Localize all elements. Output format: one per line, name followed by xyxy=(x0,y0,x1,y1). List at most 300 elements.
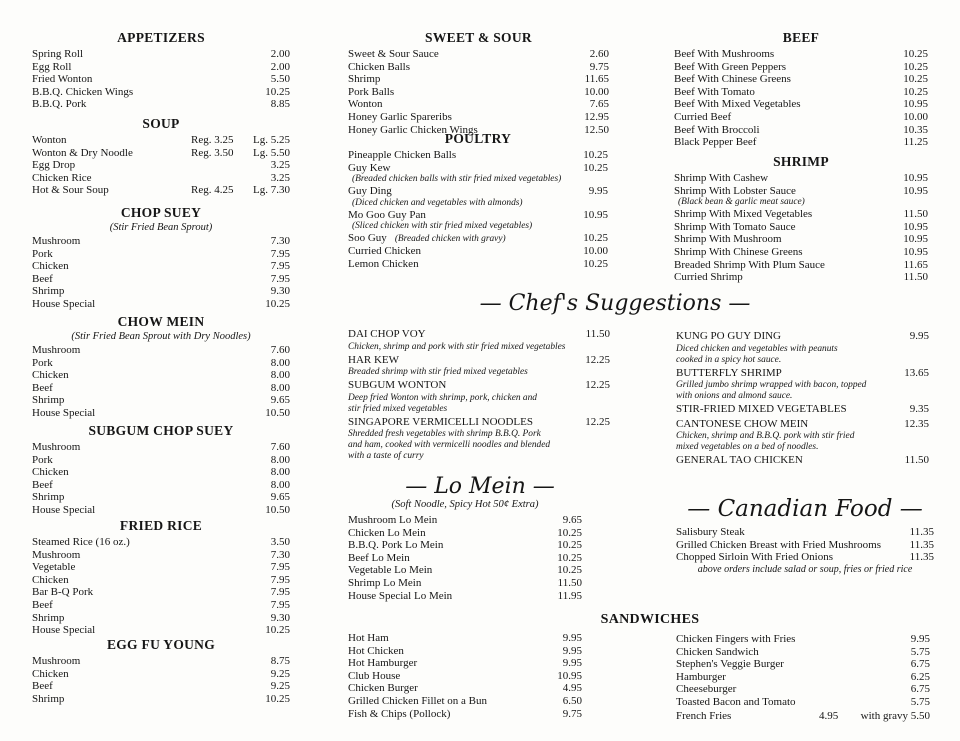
item-regular-price: Reg. 3.25 xyxy=(191,134,234,146)
menu-item-mushroom xyxy=(32,655,290,668)
title-rule-right: — xyxy=(532,474,555,499)
item-name: Hot Ham xyxy=(348,632,389,644)
item-name: SUBGUM WONTON xyxy=(348,379,447,391)
menu-item-guy-kew xyxy=(348,162,608,175)
item-price: 13.65 xyxy=(904,366,929,379)
appetizers-section xyxy=(32,30,290,111)
item-price: 9.95 xyxy=(562,657,582,670)
menu-item-beef-with-green-peppers xyxy=(674,61,928,74)
item-name: Salisbury Steak xyxy=(676,526,745,538)
item-name: Club House xyxy=(348,669,401,682)
menu-item-sweet-sour-sauce xyxy=(348,48,609,61)
item-price: 2.00 xyxy=(270,60,290,73)
item-name: Fried Wonton xyxy=(32,73,93,86)
item-price: 11.35 xyxy=(909,551,934,564)
item-name: Shrimp xyxy=(348,73,381,86)
item-name: House Special xyxy=(32,624,96,637)
menu-item-b-b-q-pork xyxy=(32,98,290,111)
item-price: 10.25 xyxy=(583,149,608,161)
menu-item-wonton xyxy=(348,98,609,111)
item-name: Sweet & Sour Sauce xyxy=(348,48,439,60)
item-name: Beef xyxy=(32,272,53,285)
menu-item-chicken xyxy=(32,260,290,273)
item-name: Pork Balls xyxy=(348,85,395,98)
menu-item-chicken-sandwich xyxy=(676,646,930,659)
item-price: 8.75 xyxy=(270,655,290,667)
chefs-left-list xyxy=(348,328,610,463)
item-description-line: mixed vegetables on a bed of noodles. xyxy=(676,442,819,452)
chef-item-stir-fried-mixed-vegetables xyxy=(676,403,929,417)
item-price: 10.95 xyxy=(903,245,928,258)
menu-item-grilled-chicken-breast-with-fried-mushrooms xyxy=(676,539,934,552)
item-price: 7.30 xyxy=(270,548,290,561)
section-title: SHRIMP xyxy=(773,154,829,169)
item-name: Pork xyxy=(32,247,53,260)
menu-item-fish-chips-pollock xyxy=(348,708,582,721)
item-price: 10.25 xyxy=(265,297,290,310)
lo-mein-title-text: Lo Mein xyxy=(434,474,526,499)
item-price: 12.25 xyxy=(585,353,610,366)
menu-item-chicken-rice xyxy=(32,172,290,185)
section-title: FRIED RICE xyxy=(119,518,203,533)
item-name: Beef With Mixed Vegetables xyxy=(674,98,801,111)
menu-item-shrimp-with-tomato-sauce xyxy=(674,221,928,234)
item-name: CANTONESE CHOW MEIN xyxy=(676,417,809,430)
item-price: 8.00 xyxy=(270,381,290,394)
menu-item-shrimp-with-cashew xyxy=(674,172,928,185)
menu-item-vegetable-lo-mein xyxy=(348,564,582,577)
item-name: Wonton & Dry Noodle xyxy=(32,146,133,159)
item-description-line: Grilled jumbo shrimp wrapped with bacon, topped xyxy=(676,380,867,390)
title-rule-right: — xyxy=(899,496,923,522)
item-price: 3.25 xyxy=(270,159,290,172)
menu-item-hot-ham xyxy=(348,632,582,645)
menu-item-beef xyxy=(32,273,290,286)
item-name: Bar B-Q Pork xyxy=(32,586,94,599)
item-price: 9.65 xyxy=(270,394,290,407)
item-name: French Fries xyxy=(676,709,732,722)
item-price: 9.30 xyxy=(270,611,290,624)
item-name: House Special Lo Mein xyxy=(348,589,453,602)
lo-mein-title xyxy=(385,474,575,499)
item-price: 10.25 xyxy=(265,85,290,98)
item-name: Egg Drop xyxy=(32,159,76,172)
menu-item-house-special xyxy=(32,298,290,311)
item-description-line: stir fried mixed vegetables xyxy=(348,403,448,414)
menu-item-mushroom xyxy=(32,235,290,248)
section-title: CHOW MEIN xyxy=(117,314,205,329)
item-name: Shrimp With Lobster Sauce xyxy=(674,184,796,197)
item-price: 7.95 xyxy=(270,573,290,586)
item-name: Chicken xyxy=(32,466,69,479)
title-rule-left: — xyxy=(479,291,502,316)
sandwiches-left-list xyxy=(348,632,582,720)
menu-item-chopped-sirloin-with-fried-onions xyxy=(676,551,934,564)
item-price: 10.95 xyxy=(903,220,928,233)
menu-item-chicken xyxy=(32,574,290,587)
menu-item-house-special xyxy=(32,624,290,637)
item-name: Pork xyxy=(32,356,53,369)
item-price: 10.95 xyxy=(903,184,928,197)
item-name: Shrimp xyxy=(32,611,65,624)
item-price: 5.75 xyxy=(910,695,930,708)
menu-item-beef-with-broccoli xyxy=(674,124,928,137)
menu-item-house-special-lo-mein xyxy=(348,590,582,603)
item-price: 12.25 xyxy=(585,415,610,428)
menu-item-vegetable xyxy=(32,561,290,574)
title-rule-right: — xyxy=(728,291,751,316)
menu-item-beef-lo-mein xyxy=(348,552,582,565)
item-price: 12.95 xyxy=(584,110,609,123)
item-name: Shrimp With Chinese Greens xyxy=(674,245,803,258)
item-price: 11.35 xyxy=(909,538,934,551)
chef-item-har-kew xyxy=(348,354,610,379)
menu-item-shrimp xyxy=(32,394,290,407)
item-price: 9.95 xyxy=(909,330,929,342)
canadian-note: above orders include salad or soup, fries or fried rice xyxy=(697,563,913,575)
item-price: 6.25 xyxy=(910,670,930,683)
item-name: Shrimp Lo Mein xyxy=(348,576,422,589)
menu-item-egg-drop xyxy=(32,159,290,172)
item-price: 9.25 xyxy=(270,680,290,693)
menu-item-chicken xyxy=(32,466,290,479)
menu-item-beef-with-mushrooms xyxy=(674,48,928,61)
item-description-line: Chicken, shrimp and pork with stir fried mixed vegetables xyxy=(348,341,566,352)
menu-item-lemon-chicken xyxy=(348,258,608,271)
beef-section xyxy=(674,30,928,149)
item-description: (Black bean & garlic meat sauce) xyxy=(678,197,805,208)
item-price: 12.50 xyxy=(584,123,609,136)
item-price: 10.25 xyxy=(265,692,290,705)
chow-mein-section xyxy=(32,314,290,420)
item-price: 9.75 xyxy=(562,707,582,720)
item-price: 9.95 xyxy=(588,185,608,198)
item-price: 9.65 xyxy=(562,514,582,526)
item-price: 10.95 xyxy=(583,208,608,221)
item-price: 9.35 xyxy=(909,403,929,415)
item-price: 7.65 xyxy=(589,98,609,111)
item-name: BUTTERFLY SHRIMP xyxy=(676,366,782,379)
item-name: Guy Kew xyxy=(348,161,391,174)
item-price: 5.50 xyxy=(270,73,290,86)
menu-item-beef-with-tomato xyxy=(674,86,928,99)
item-name: Black Pepper Beef xyxy=(674,136,757,149)
menu-item-toasted-bacon-and-tomato xyxy=(676,696,930,709)
item-name: Wonton xyxy=(348,98,383,111)
item-description-line: Diced chicken and vegetables with peanuts xyxy=(676,343,838,354)
menu-item-beef-with-chinese-greens xyxy=(674,73,928,86)
item-name: DAI CHOP VOY xyxy=(348,328,426,340)
menu-item-cheeseburger xyxy=(676,683,930,696)
menu-item-curried-shrimp xyxy=(674,271,928,284)
section-subtitle: (Stir Fried Bean Sprout) xyxy=(109,222,213,233)
item-name: Shrimp xyxy=(32,394,65,407)
chef-item-subgum-wonton xyxy=(348,379,610,415)
item-price: 10.25 xyxy=(557,564,582,577)
item-name: House Special xyxy=(32,503,96,516)
item-name: Wonton xyxy=(32,134,67,146)
item-name: Vegetable Lo Mein xyxy=(348,564,433,577)
menu-item-shrimp-with-mixed-vegetables xyxy=(674,208,928,221)
item-name: HAR KEW xyxy=(348,353,400,366)
item-name: Spring Roll xyxy=(32,48,84,60)
item-price: 8.00 xyxy=(270,356,290,369)
menu-item-chicken-fingers-with-fries xyxy=(676,633,930,646)
item-name: Hot Hamburger xyxy=(348,657,418,670)
item-name: Shrimp With Tomato Sauce xyxy=(674,220,796,233)
item-name: Beef With Tomato xyxy=(674,85,755,98)
item-price: 9.25 xyxy=(270,667,290,680)
item-price: 2.60 xyxy=(589,48,609,60)
item-price: 9.95 xyxy=(910,633,930,645)
item-price: Lg. 7.30 xyxy=(253,184,290,197)
chefs-title-text: Chef's Suggestions xyxy=(508,291,722,316)
menu-item-b-b-q-chicken-wings xyxy=(32,86,290,99)
item-name: Beef xyxy=(32,381,53,394)
item-name: Chicken Lo Mein xyxy=(348,526,426,539)
item-price: 9.30 xyxy=(270,285,290,298)
title-rule-left: — xyxy=(405,474,428,499)
item-name: Mushroom xyxy=(32,548,81,561)
menu-item-breaded-shrimp-with-plum-sauce xyxy=(674,259,928,272)
item-price: 8.00 xyxy=(270,453,290,466)
section-subtitle: (Stir Fried Bean Sprout with Dry Noodles) xyxy=(71,331,251,342)
item-name: Guy Ding xyxy=(348,185,392,198)
item-name: Shrimp xyxy=(32,692,65,705)
item-name: Vegetable xyxy=(32,561,76,574)
item-description-line: Chicken, shrimp and B.B.Q. pork with stir fried xyxy=(676,431,855,441)
item-name: SINGAPORE VERMICELLI NOODLES xyxy=(348,415,533,428)
item-price: 4.95 xyxy=(819,709,839,722)
menu-item-house-special xyxy=(32,407,290,420)
item-name: Beef With Green Peppers xyxy=(674,60,787,73)
item-price: 7.95 xyxy=(270,260,290,273)
item-price: 8.00 xyxy=(270,369,290,382)
menu-item-shrimp xyxy=(348,73,609,86)
item-price: 12.35 xyxy=(904,417,929,430)
item-price: 10.25 xyxy=(583,232,608,245)
item-description-line: Breaded shrimp with stir fried mixed vegetables xyxy=(348,367,528,377)
item-price: 5.75 xyxy=(910,645,930,658)
title-rule-left: — xyxy=(687,496,711,522)
sandwiches-right-list xyxy=(676,633,930,722)
item-name: Curried Chicken xyxy=(348,244,422,257)
item-name: House Special xyxy=(32,297,96,310)
item-name: House Special xyxy=(32,406,96,419)
menu-item-hot-chicken xyxy=(348,645,582,658)
menu-item-grilled-chicken-fillet-on-a-bun xyxy=(348,695,582,708)
chef-item-kung-po-guy-ding xyxy=(676,330,929,366)
item-price: 11.50 xyxy=(585,328,610,340)
item-name: Steamed Rice (16 oz.) xyxy=(32,536,130,548)
item-price: 10.50 xyxy=(265,406,290,419)
item-description: (Sliced chicken with stir fried mixed vegetables) xyxy=(352,221,533,232)
item-price: 7.95 xyxy=(270,586,290,599)
menu-item-hot-sour-soup xyxy=(32,184,290,197)
item-price: 10.95 xyxy=(903,172,928,184)
item-price: 4.95 xyxy=(562,682,582,695)
item-price: 11.95 xyxy=(557,589,582,602)
sandwiches-title: SANDWICHES xyxy=(600,612,700,627)
menu-item-french-fries xyxy=(676,710,930,723)
item-price: 6.75 xyxy=(910,683,930,696)
subgum-chop-suey-section xyxy=(32,423,290,517)
menu-item-house-special xyxy=(32,504,290,517)
item-name: Pineapple Chicken Balls xyxy=(348,149,457,161)
item-price: 9.95 xyxy=(562,644,582,657)
item-price: 10.25 xyxy=(903,60,928,73)
item-price: 8.00 xyxy=(270,478,290,491)
chop-suey-section xyxy=(32,205,290,311)
item-name: Breaded Shrimp With Plum Sauce xyxy=(674,258,825,271)
menu-item-shrimp xyxy=(32,693,290,706)
item-price: 10.25 xyxy=(265,624,290,637)
section-title: CHOP SUEY xyxy=(120,205,202,220)
menu-item-beef xyxy=(32,382,290,395)
menu-item-steamed-rice-16-oz xyxy=(32,536,290,549)
menu-item-pork xyxy=(32,357,290,370)
menu-item-shrimp-with-lobster-sauce xyxy=(674,185,928,198)
item-name: Chicken xyxy=(32,667,69,680)
lo-mein-section xyxy=(348,500,582,602)
item-price: 10.95 xyxy=(557,669,582,682)
item-description-line: with onions and almond sauce. xyxy=(676,391,793,401)
item-description-line: Deep fried Wonton with shrimp, pork, chicken and xyxy=(348,392,537,403)
item-regular-price: Reg. 3.50 xyxy=(191,146,234,159)
item-price: 7.60 xyxy=(270,441,290,453)
item-name: Curried Beef xyxy=(674,110,732,123)
item-name: Honey Garlic Spareribs xyxy=(348,110,452,123)
egg-fu-young-section xyxy=(32,637,290,705)
chef-item-butterfly-shrimp xyxy=(676,367,929,403)
item-name: Chicken xyxy=(32,260,69,273)
item-price: 10.00 xyxy=(584,85,609,98)
menu-item-fried-wonton xyxy=(32,73,290,86)
menu-item-soo-guy xyxy=(348,232,608,245)
item-name: KUNG PO GUY DING xyxy=(676,330,782,342)
menu-item-chicken-balls xyxy=(348,61,609,74)
item-price: 2.00 xyxy=(270,48,290,60)
item-name: Chicken Sandwich xyxy=(676,645,759,658)
item-name: Chicken xyxy=(32,573,69,586)
menu-item-beef xyxy=(32,479,290,492)
item-name: STIR-FRIED MIXED VEGETABLES xyxy=(676,403,847,415)
item-name: Mushroom xyxy=(32,235,81,247)
item-name: Beef With Chinese Greens xyxy=(674,73,791,86)
item-price: 7.60 xyxy=(270,344,290,356)
item-name: B.B.Q. Pork xyxy=(32,98,87,111)
menu-item-spring-roll xyxy=(32,48,290,61)
item-price: 10.25 xyxy=(903,73,928,86)
item-price: 10.25 xyxy=(557,539,582,552)
item-price: 9.75 xyxy=(589,60,609,73)
section-title: POULTRY xyxy=(444,131,512,146)
item-name: Chicken Rice xyxy=(32,171,92,184)
menu-item-chicken xyxy=(32,369,290,382)
section-title: BEEF xyxy=(782,30,820,45)
canadian-title-text: Canadian Food xyxy=(717,496,893,522)
item-name: Soo Guy xyxy=(348,232,387,245)
chef-item-cantonese-chow-mein xyxy=(676,418,929,454)
menu-item-guy-ding xyxy=(348,185,608,198)
item-name: Mushroom Lo Mein xyxy=(348,514,438,526)
menu-item-mushroom xyxy=(32,441,290,454)
item-name: Hot & Sour Soup xyxy=(32,184,109,197)
menu-item-mushroom xyxy=(32,549,290,562)
section-title: APPETIZERS xyxy=(117,30,205,45)
menu-item-chicken xyxy=(32,668,290,681)
menu-item-stephen-s-veggie-burger xyxy=(676,658,930,671)
menu-item-curried-chicken xyxy=(348,245,608,258)
item-price: 9.65 xyxy=(270,491,290,504)
item-price: 8.00 xyxy=(270,466,290,479)
item-price: 10.00 xyxy=(583,244,608,257)
item-name: Mushroom xyxy=(32,344,81,356)
menu-item-chicken-burger xyxy=(348,682,582,695)
item-name: Mushroom xyxy=(32,441,81,453)
item-description: (Diced chicken and vegetables with almonds) xyxy=(352,197,523,208)
item-name: Mushroom xyxy=(32,655,81,667)
section-title: SUBGUM CHOP SUEY xyxy=(88,423,234,438)
item-name: Fish & Chips (Pollock) xyxy=(348,707,451,720)
menu-item-wonton-dry-noodle xyxy=(32,147,290,160)
menu-item-honey-garlic-spareribs xyxy=(348,111,609,124)
item-name: Chicken xyxy=(32,369,69,382)
item-name: Lemon Chicken xyxy=(348,257,419,270)
item-inline-description: (Breaded chicken with gravy) xyxy=(394,234,506,245)
item-price: 10.00 xyxy=(903,110,928,123)
item-price: 11.50 xyxy=(903,208,928,221)
menu-item-pork-balls xyxy=(348,86,609,99)
canadian-food-section xyxy=(676,526,934,575)
item-price: Lg. 5.25 xyxy=(253,134,290,146)
item-price: 10.25 xyxy=(903,48,928,60)
menu-item-beef xyxy=(32,680,290,693)
item-name: Shrimp With Cashew xyxy=(674,172,769,184)
item-name: Beef With Mushrooms xyxy=(674,48,775,60)
item-price: 10.25 xyxy=(557,526,582,539)
item-name: Shrimp xyxy=(32,491,65,504)
item-regular-price: Reg. 4.25 xyxy=(191,184,234,197)
item-price: 3.50 xyxy=(270,536,290,548)
menu-item-mushroom-lo-mein xyxy=(348,514,582,527)
item-description-line: cooked in a spicy hot sauce. xyxy=(676,354,782,365)
menu-item-beef xyxy=(32,599,290,612)
item-name: Shrimp With Mushroom xyxy=(674,233,782,246)
item-description-line: Shredded fresh vegetables with shrimp B.B.Q. Pork xyxy=(348,429,541,439)
item-price: Lg. 5.50 xyxy=(253,146,290,159)
item-name: Beef Lo Mein xyxy=(348,551,410,564)
menu-item-b-b-q-pork-lo-mein xyxy=(348,539,582,552)
chefs-suggestions-title xyxy=(470,291,760,316)
menu-item-mo-goo-guy-pan xyxy=(348,209,608,222)
item-price: 7.30 xyxy=(270,235,290,247)
item-description: (Breaded chicken balls with stir fried mixed vegetables) xyxy=(352,174,562,185)
item-name: Curried Shrimp xyxy=(674,271,743,284)
item-price: 10.25 xyxy=(583,257,608,270)
item-price: 9.95 xyxy=(562,632,582,644)
chef-item-general-tao-chicken xyxy=(676,454,929,468)
menu-item-salisbury-steak xyxy=(676,526,934,539)
fried-rice-section xyxy=(32,518,290,637)
item-name: Shrimp With Mixed Vegetables xyxy=(674,208,813,221)
item-name: Mo Goo Guy Pan xyxy=(348,208,426,221)
menu-item-wonton xyxy=(32,134,290,147)
item-name: GENERAL TAO CHICKEN xyxy=(676,454,803,466)
item-price: 6.75 xyxy=(910,658,930,671)
item-price: 10.35 xyxy=(903,123,928,136)
item-name: Cheeseburger xyxy=(676,683,737,696)
